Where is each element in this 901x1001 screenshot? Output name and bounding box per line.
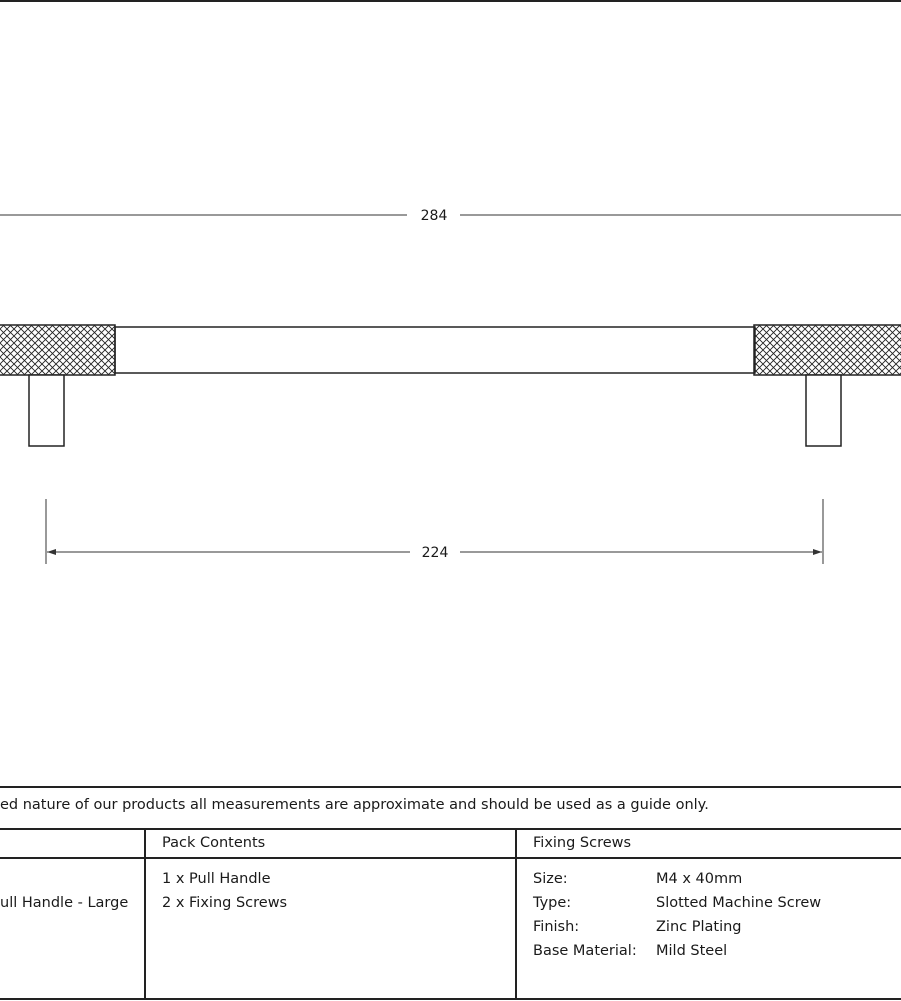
arrowhead-left [47,549,56,555]
spec-value-finish: Zinc Plating [656,919,742,935]
knurled-grip-left [0,325,115,375]
spec-label-type: Type: [533,895,572,911]
spec-value-base-material: Mild Steel [656,943,728,959]
post-right [806,375,841,446]
arrowhead-right [813,549,822,555]
knurled-grip-right [754,325,901,375]
centres-label: 224 [421,545,449,561]
pack-contents-header: Pack Contents [162,835,266,851]
spec-label-base-material: Base Material: [533,943,637,959]
spec-label-size: Size: [533,871,568,887]
overall-length-label: 284 [420,208,448,224]
handle-bar [115,327,755,373]
disclaimer-note: ed nature of our products all measurements are approximate and should be used as a guide only. [0,797,709,813]
spec-label-finish: Finish: [533,919,580,935]
product-name: ull Handle - Large [0,895,129,911]
pack-item: 1 x Pull Handle [162,871,271,887]
fixing-screws-header: Fixing Screws [533,835,632,851]
spec-value-size: M4 x 40mm [656,871,743,887]
spec-value-type: Slotted Machine Screw [656,895,822,911]
pack-item: 2 x Fixing Screws [162,895,288,911]
post-left [29,375,64,446]
